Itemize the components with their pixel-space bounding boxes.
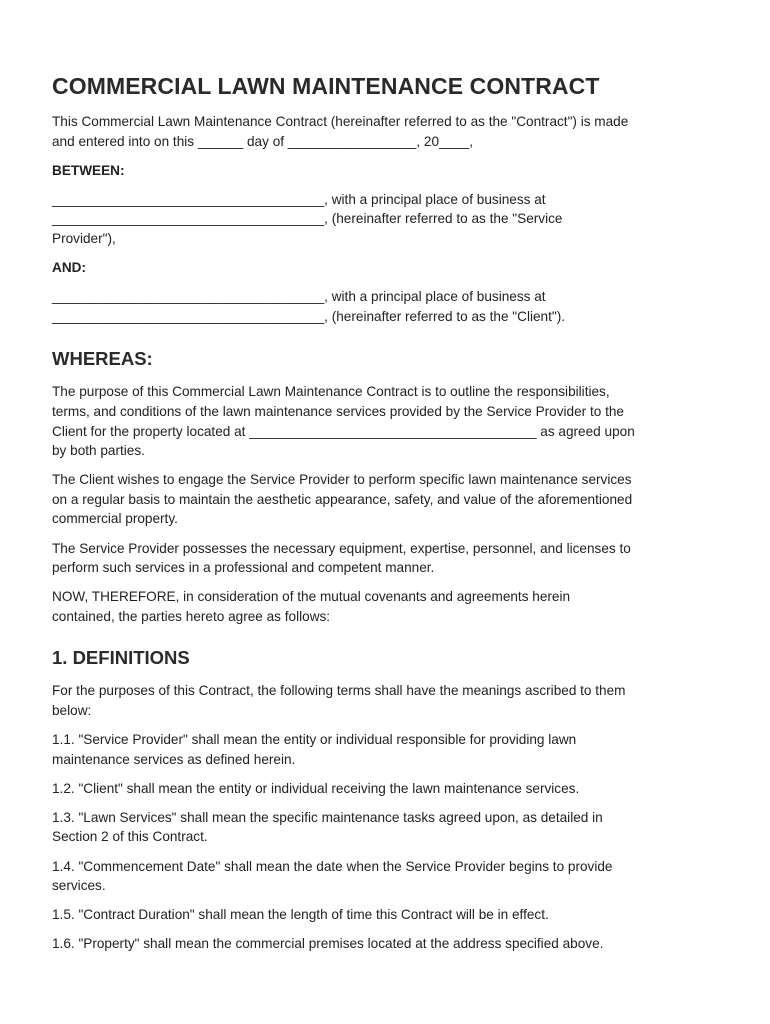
- definition-item: 1.4. "Commencement Date" shall mean the date when the Service Provider begins to provide services.: [52, 858, 613, 894]
- definition-item: 1.2. "Client" shall mean the entity or individual receiving the lawn maintenance services.: [52, 780, 580, 796]
- document-title: COMMERCIAL LAWN MAINTENANCE CONTRACT: [52, 73, 600, 99]
- service-provider-clause: ____________________________________, with a principal place of business at ____________________________________, (hereinafter referred to as the "Service Provider"),: [52, 191, 563, 246]
- and-label: AND:: [52, 260, 86, 276]
- intro-paragraph: This Commercial Lawn Maintenance Contract (hereinafter referred to as the "Contract") is made and entered into on this ______ day of _________________, 20____,: [52, 114, 629, 149]
- definition-item: 1.5. "Contract Duration" shall mean the length of time this Contract will be in effect.: [52, 907, 549, 923]
- definitions-heading: 1. DEFINITIONS: [52, 647, 190, 669]
- whereas-heading: WHEREAS:: [52, 348, 153, 370]
- whereas-paragraph-purpose: The purpose of this Commercial Lawn Maintenance Contract is to outline the responsibilities, terms, and conditions of the lawn maintenance services provided by the Service Provider to the Client for the property located at ______________________________________ as agreed upon by both parties.: [52, 384, 635, 459]
- between-label: BETWEEN:: [52, 162, 125, 178]
- definitions-intro: For the purposes of this Contract, the following terms shall have the meanings ascribed to them below:: [52, 683, 626, 718]
- document-page: [52, 72, 722, 963]
- client-clause: ____________________________________, with a principal place of business at ____________________________________, (hereinafter referred to as the "Client").: [52, 289, 566, 324]
- whereas-paragraph-client: The Client wishes to engage the Service Provider to perform specific lawn maintenance services on a regular basis to maintain the aesthetic appearance, safety, and value of the aforementioned commercial property.: [52, 472, 633, 527]
- definition-item: 1.6. "Property" shall mean the commercial premises located at the address specified above.: [52, 936, 604, 952]
- definition-item: 1.1. "Service Provider" shall mean the entity or individual responsible for providing lawn maintenance services as defined herein.: [52, 732, 577, 767]
- whereas-paragraph-therefore: NOW, THEREFORE, in consideration of the mutual covenants and agreements herein contained, the parties hereto agree as follows:: [52, 589, 571, 624]
- whereas-paragraph-provider: The Service Provider possesses the necessary equipment, expertise, personnel, and licenses to perform such services in a professional and competent manner.: [52, 540, 631, 576]
- definition-item: 1.3. "Lawn Services" shall mean the specific maintenance tasks agreed upon, as detailed in Section 2 of this Contract.: [52, 809, 603, 845]
